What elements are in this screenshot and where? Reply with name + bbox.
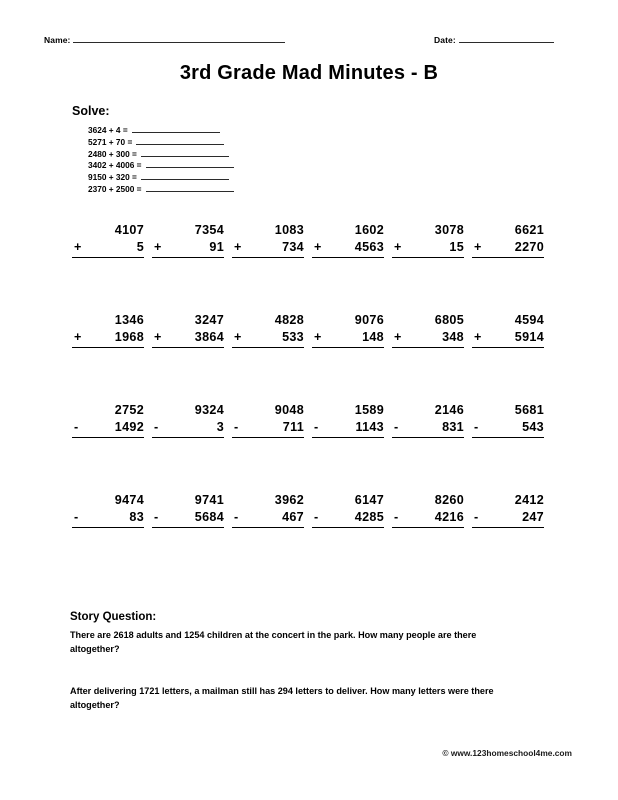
page-title: 3rd Grade Mad Minutes - B bbox=[179, 62, 439, 84]
problem-bottom-row bbox=[72, 419, 144, 438]
problem-top-number: 3078 bbox=[434, 223, 464, 237]
problem-operator: - bbox=[234, 510, 239, 524]
problem-top-number: 6621 bbox=[514, 223, 544, 237]
problem-bottom-number: 1492 bbox=[114, 420, 144, 434]
problem-bottom-row bbox=[312, 239, 384, 258]
problem-bottom-row bbox=[472, 509, 544, 528]
problem-bottom-number: 5914 bbox=[514, 330, 544, 344]
problem-operator: + bbox=[314, 330, 322, 344]
problem-bottom-row bbox=[232, 329, 304, 348]
problem-operator: - bbox=[474, 420, 479, 434]
vertical-problem bbox=[152, 492, 232, 582]
name-write-line[interactable] bbox=[73, 33, 285, 43]
problem-bottom-number: 1143 bbox=[355, 420, 384, 434]
problem-bottom-row bbox=[152, 329, 224, 348]
date-field bbox=[434, 33, 554, 45]
problem-bottom-number: 91 bbox=[209, 240, 224, 254]
vertical-problem bbox=[312, 312, 392, 402]
problem-operator: - bbox=[74, 420, 79, 434]
name-field bbox=[44, 33, 285, 45]
problem-operator: + bbox=[314, 240, 322, 254]
answer-write-line[interactable] bbox=[141, 171, 229, 180]
problem-operator: + bbox=[234, 330, 242, 344]
problem-bottom-row bbox=[232, 419, 304, 438]
vertical-problem bbox=[392, 222, 472, 312]
problem-bottom-number: 4216 bbox=[434, 510, 464, 524]
problem-operator: + bbox=[234, 240, 242, 254]
vertical-problem bbox=[392, 492, 472, 582]
problem-bottom-number: 15 bbox=[449, 240, 464, 254]
problem-bottom-number: 148 bbox=[362, 330, 384, 344]
solve-equation: 5271 + 70 = bbox=[88, 136, 133, 147]
vertical-problem bbox=[232, 492, 312, 582]
problem-bottom-row bbox=[392, 239, 464, 258]
problem-bottom-row bbox=[472, 239, 544, 258]
problem-bottom-number: 543 bbox=[522, 420, 544, 434]
vertical-problem bbox=[72, 312, 152, 402]
answer-write-line[interactable] bbox=[132, 124, 220, 133]
answer-write-line[interactable] bbox=[146, 183, 234, 192]
vertical-problem bbox=[152, 312, 232, 402]
problem-bottom-row bbox=[152, 509, 224, 528]
problem-top-number: 5681 bbox=[514, 403, 544, 417]
problem-bottom-number: 2270 bbox=[514, 240, 544, 254]
vertical-problem bbox=[232, 312, 312, 402]
problem-operator: - bbox=[314, 510, 319, 524]
vertical-problem bbox=[152, 402, 232, 492]
story-question-2: After delivering 1721 letters, a mailman still has 294 letters to deliver. How many letters were there altogether? bbox=[70, 686, 494, 710]
problem-bottom-row bbox=[312, 419, 384, 438]
header-fields bbox=[44, 33, 572, 49]
vertical-problem bbox=[312, 222, 392, 312]
problem-operator: - bbox=[394, 510, 399, 524]
problem-top-number: 3247 bbox=[194, 313, 224, 327]
problem-bottom-row bbox=[312, 509, 384, 528]
problem-bottom-row bbox=[232, 509, 304, 528]
problem-top-number: 2752 bbox=[114, 403, 144, 417]
problem-bottom-row bbox=[312, 329, 384, 348]
problem-operator: + bbox=[154, 240, 162, 254]
vertical-problem bbox=[152, 222, 232, 312]
date-write-line[interactable] bbox=[459, 33, 554, 43]
problem-operator: - bbox=[394, 420, 399, 434]
problem-operator: + bbox=[474, 330, 482, 344]
solve-equation: 2480 + 300 = bbox=[88, 148, 137, 159]
problem-bottom-number: 1968 bbox=[114, 330, 144, 344]
problem-grid bbox=[72, 222, 552, 582]
problem-bottom-number: 5 bbox=[136, 240, 144, 254]
solve-problem-list bbox=[88, 124, 234, 195]
problem-row bbox=[72, 402, 552, 492]
solve-equation: 3624 + 4 = bbox=[88, 125, 128, 135]
problem-bottom-row bbox=[152, 239, 224, 258]
date-label: Date: bbox=[434, 35, 456, 45]
problem-top-number: 1346 bbox=[114, 313, 144, 327]
problem-bottom-number: 711 bbox=[282, 420, 304, 434]
solve-heading: Solve: bbox=[72, 104, 110, 118]
solve-equation: 2370 + 2500 = bbox=[88, 183, 142, 194]
problem-operator: + bbox=[394, 240, 402, 254]
name-label: Name: bbox=[44, 35, 71, 45]
vertical-problem bbox=[72, 222, 152, 312]
problem-top-number: 9324 bbox=[194, 403, 224, 417]
vertical-problem bbox=[472, 222, 552, 312]
problem-bottom-number: 533 bbox=[282, 330, 304, 344]
problem-operator: + bbox=[474, 240, 482, 254]
problem-bottom-row bbox=[232, 239, 304, 258]
vertical-problem bbox=[232, 402, 312, 492]
problem-bottom-row bbox=[392, 329, 464, 348]
problem-bottom-row bbox=[392, 509, 464, 528]
problem-top-number: 2412 bbox=[514, 493, 544, 507]
solve-problem bbox=[88, 183, 234, 195]
problem-top-number: 9048 bbox=[274, 403, 304, 417]
vertical-problem bbox=[72, 402, 152, 492]
problem-bottom-number: 4563 bbox=[354, 240, 384, 254]
problem-row bbox=[72, 312, 552, 402]
problem-top-number: 1083 bbox=[274, 223, 304, 237]
problem-bottom-number: 5684 bbox=[194, 510, 224, 524]
problem-bottom-number: 734 bbox=[282, 240, 304, 254]
vertical-problem bbox=[392, 402, 472, 492]
vertical-problem bbox=[232, 222, 312, 312]
problem-top-number: 1589 bbox=[354, 403, 384, 417]
problem-bottom-number: 467 bbox=[282, 510, 304, 524]
problem-bottom-row bbox=[472, 329, 544, 348]
problem-top-number: 9474 bbox=[114, 493, 144, 507]
problem-row bbox=[72, 222, 552, 312]
solve-problem bbox=[88, 136, 234, 148]
solve-problem bbox=[88, 124, 234, 136]
problem-top-number: 1602 bbox=[354, 223, 384, 237]
problem-operator: + bbox=[74, 330, 82, 344]
problem-bottom-number: 3864 bbox=[194, 330, 224, 344]
footer-attribution: © www.123homeschool4me.com bbox=[442, 748, 572, 758]
problem-top-number: 9741 bbox=[194, 493, 224, 507]
problem-top-number: 9076 bbox=[354, 313, 384, 327]
problem-bottom-row bbox=[472, 419, 544, 438]
problem-bottom-number: 83 bbox=[129, 510, 144, 524]
problem-top-number: 4594 bbox=[514, 313, 544, 327]
problem-bottom-row bbox=[72, 509, 144, 528]
problem-top-number: 6147 bbox=[354, 493, 384, 507]
problem-operator: - bbox=[474, 510, 479, 524]
vertical-problem bbox=[472, 492, 552, 582]
solve-problem bbox=[88, 159, 234, 171]
solve-equation: 9150 + 320 = bbox=[88, 172, 137, 183]
problem-top-number: 8260 bbox=[434, 493, 464, 507]
answer-write-line[interactable] bbox=[146, 159, 234, 168]
vertical-problem bbox=[72, 492, 152, 582]
story-question-1: There are 2618 adults and 1254 children at the concert in the park. How many people are there altogether? bbox=[70, 630, 477, 654]
solve-equation: 3402 + 4006 = bbox=[88, 160, 142, 171]
problem-top-number: 3962 bbox=[274, 493, 304, 507]
problem-top-number: 2146 bbox=[434, 403, 464, 417]
problem-operator: + bbox=[74, 240, 82, 254]
problem-top-number: 7354 bbox=[194, 223, 224, 237]
vertical-problem bbox=[472, 312, 552, 402]
problem-top-number: 4828 bbox=[274, 313, 304, 327]
problem-operator: - bbox=[154, 510, 159, 524]
problem-bottom-number: 4285 bbox=[354, 510, 384, 524]
answer-write-line[interactable] bbox=[136, 136, 224, 145]
problem-operator: - bbox=[234, 420, 239, 434]
problem-bottom-number: 831 bbox=[442, 420, 464, 434]
problem-operator: + bbox=[394, 330, 402, 344]
answer-write-line[interactable] bbox=[141, 148, 229, 157]
problem-top-number: 4107 bbox=[114, 223, 144, 237]
problem-top-number: 6805 bbox=[434, 313, 464, 327]
problem-bottom-number: 247 bbox=[522, 510, 544, 524]
problem-bottom-number: 3 bbox=[216, 420, 224, 434]
problem-bottom-row bbox=[152, 419, 224, 438]
solve-problem bbox=[88, 171, 234, 183]
problem-bottom-row bbox=[72, 239, 144, 258]
problem-operator: + bbox=[154, 330, 162, 344]
story-question-heading: Story Question: bbox=[70, 611, 157, 623]
problem-bottom-row bbox=[72, 329, 144, 348]
vertical-problem bbox=[472, 402, 552, 492]
problem-operator: - bbox=[74, 510, 79, 524]
problem-operator: - bbox=[314, 420, 319, 434]
problem-bottom-number: 348 bbox=[442, 330, 464, 344]
problem-operator: - bbox=[154, 420, 159, 434]
vertical-problem bbox=[312, 402, 392, 492]
solve-problem bbox=[88, 148, 234, 160]
vertical-problem bbox=[312, 492, 392, 582]
vertical-problem bbox=[392, 312, 472, 402]
problem-row bbox=[72, 492, 552, 582]
problem-bottom-row bbox=[392, 419, 464, 438]
